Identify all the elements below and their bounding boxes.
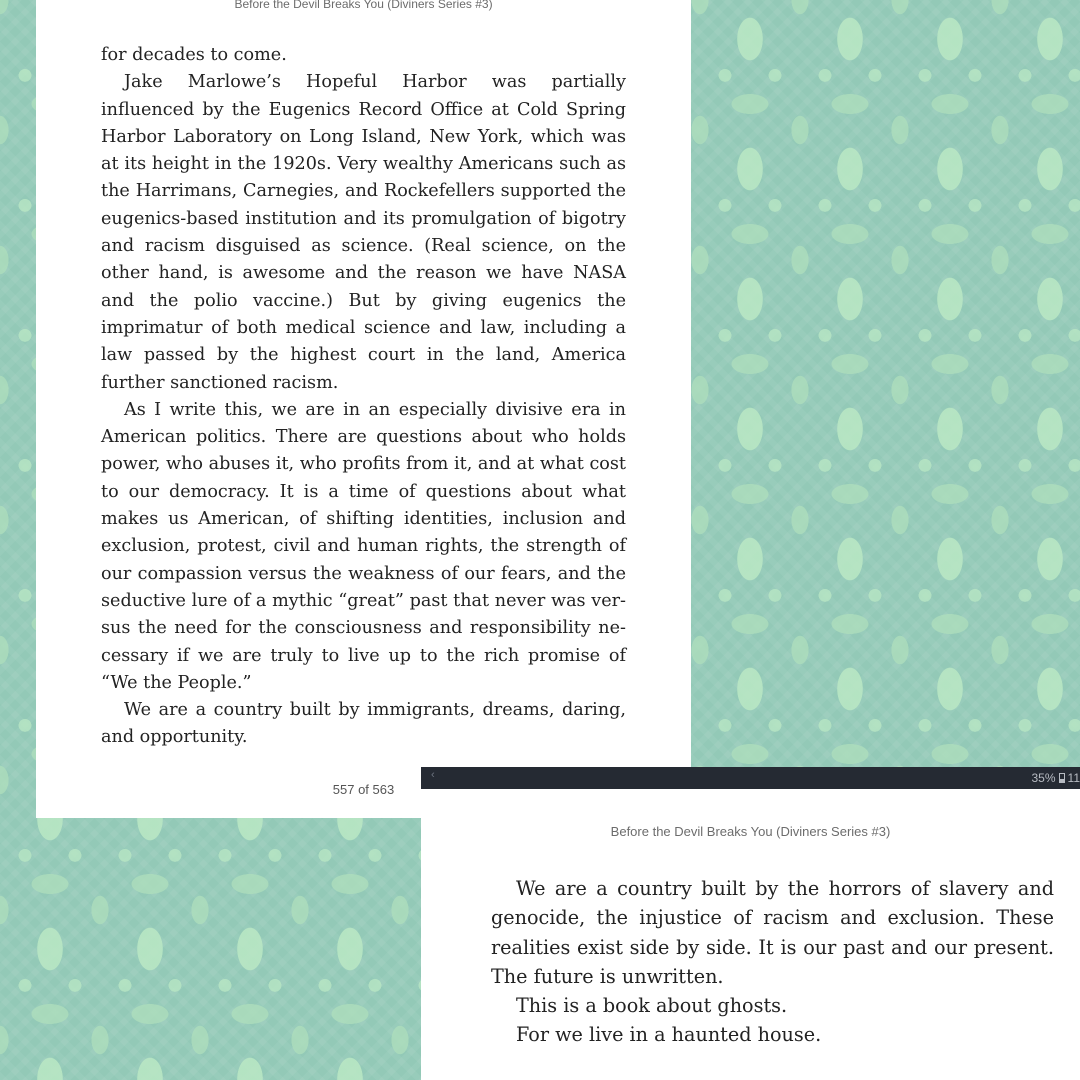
reader-page-1[interactable] — [36, 0, 691, 818]
paragraph: Jake Marlowe’s Hopeful Harbor was partially influenced by the Eugenics Record Office at Cold Spring Harbor Laboratory on Long Island, New York, which was at its height in the 1920s. Very wealthy Americans such as the Harrimans, Carnegies, and Rockefellers supported the eugenics-based institution and its promulgation of bigotry and racism disguised as science. (Real science, on the other hand, is awesome and the reason we have NASA and the polio vaccine.) But by giving eugenics the imprimatur of both medical science and law, including a law passed by the highest court in the land, America further sanctioned racism. — [101, 72, 626, 393]
battery-icon — [1059, 773, 1065, 783]
battery-percent: 35% — [1031, 771, 1056, 785]
back-arrow-icon[interactable]: ‹ — [431, 769, 435, 781]
running-head: Before the Devil Breaks You (Diviners Series #3) — [234, 0, 493, 11]
paragraph: As I write this, we are in an especially divisive era in American politics. There are questions about who holds power, who abuses it, who profits from it, and at what cost to our democracy. It is a time of questions about what makes us American, of shifting identities, inclusion and exclusion, protest, civil and human rights, the strength of our compassion versus the weakness of our fears, and the seductive lure of a mythic “great” past that never was versus the need for the consciousness and responsibility necessary if we are truly to live up to the rich promise of “We the People.” — [101, 399, 626, 693]
paragraph: We are a country built by the horrors of slavery and genocide, the injustice of racism and exclusion. These realities exist side by side. It is our past and our present. The future is unwritten. — [491, 877, 1054, 988]
status-bar — [421, 767, 1080, 789]
page-number: 557 of 563 — [332, 782, 395, 797]
running-head: Before the Devil Breaks You (Diviners Series #3) — [610, 824, 891, 839]
page-body-text — [101, 42, 626, 752]
status-indicators — [1032, 771, 1080, 785]
page-body-text — [491, 874, 1054, 1050]
paragraph: This is a book about ghosts. — [516, 994, 788, 1018]
paragraph: For we live in a haunted house. — [516, 1023, 822, 1047]
paragraph: for decades to come. — [101, 45, 287, 65]
reader-page-2[interactable] — [421, 789, 1080, 1080]
clock: 11 — [1067, 771, 1080, 785]
paragraph: We are a country built by immigrants, dreams, daring, and opportunity. — [101, 700, 626, 748]
